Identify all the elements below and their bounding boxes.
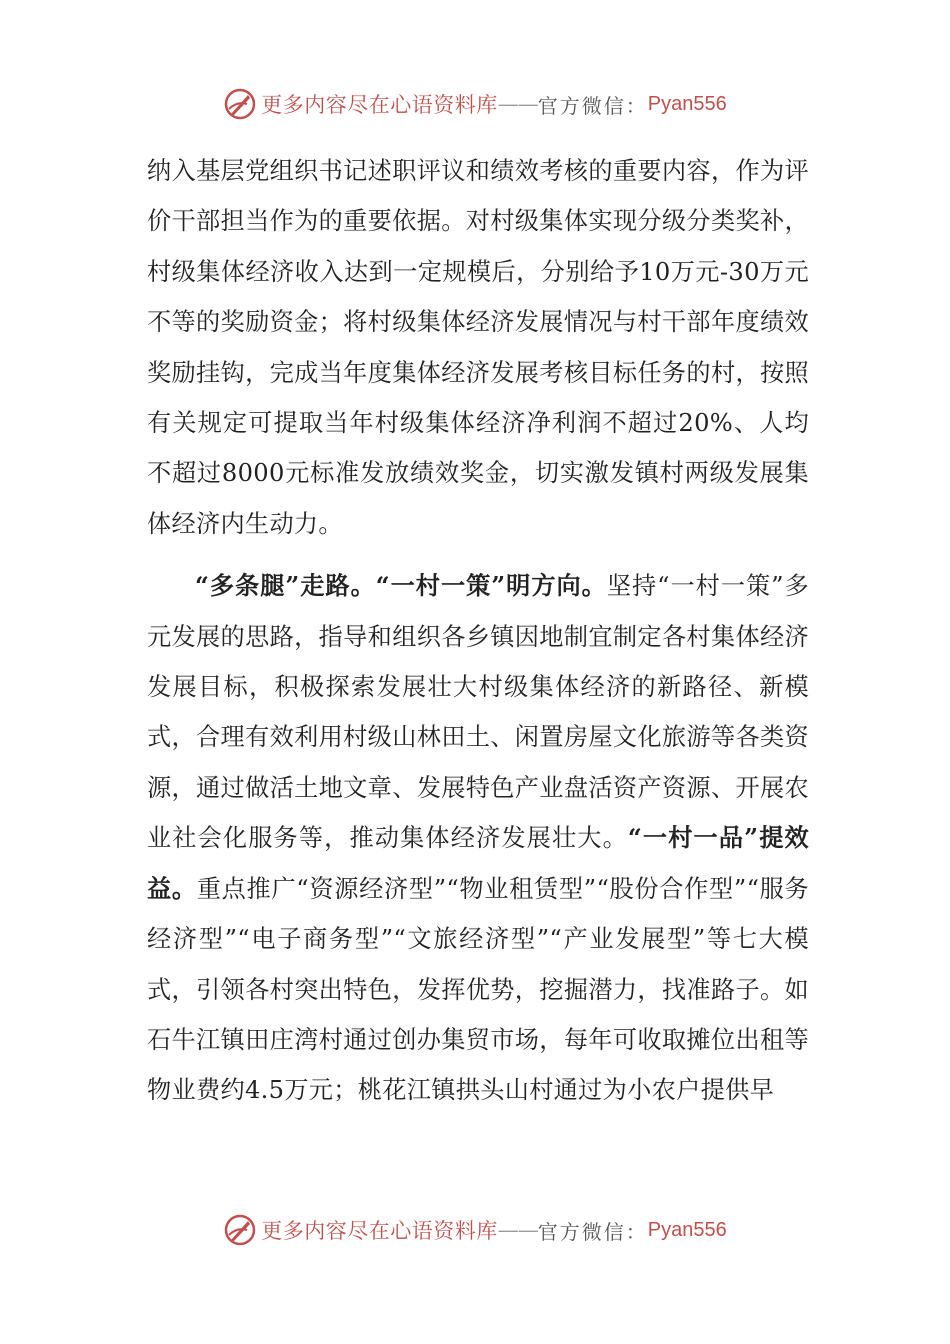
- footer-main-text: 更多内容尽在心语资料库: [261, 1219, 498, 1243]
- banner-main-text: 更多内容尽在心语资料库: [261, 93, 498, 117]
- quill-logo-icon: [223, 1213, 257, 1247]
- document-body: [147, 146, 809, 1116]
- footer-wechat-label: 官方微信：: [537, 1219, 648, 1244]
- paragraph-2: [147, 561, 809, 1115]
- paragraph-1-text: 纳入基层党组织书记述职评议和绩效考核的重要内容，作为评价干部担当作为的重要依据。对村级集体实现分级分类奖补，村级集体经济收入达到一定规模后，分别给予10万元-30万元不等的奖励资金；将村级集体经济发展情况与村干部年度绩效奖励挂钩，完成当年度集体经济发展考核目标任务的村，按照有关规定可提取当年村级集体经济净利润不超过20%、人均不超过8000元标准发放绩效奖金，切实激发镇村两级发展集体经济内生动力。: [147, 157, 809, 538]
- paragraph-1: [147, 146, 809, 549]
- footer-separator: ——: [497, 1218, 538, 1242]
- paragraph-2-text-2: 重点推广“资源经济型”“物业租赁型”“股份合作型”“服务经济型”“电子商务型”“文旅经济型”“产业发展型”等七大模式，引领各村突出特色，发挥优势，挖掘潜力，找准路子。如石牛江镇田庄湾村通过创办集贸市场，每年可收取摊位出租等物业费约4.5万元；桃花江镇拱头山村通过为小农户提供早: [147, 874, 809, 1105]
- section-heading-2: “一村一品”提效益。: [147, 823, 809, 903]
- banner-wechat-label: 官方微信：: [537, 93, 648, 118]
- banner-wechat-id: Pyan556: [647, 92, 727, 115]
- banner-separator: ——: [497, 92, 538, 116]
- footer-wechat-id: Pyan556: [647, 1218, 727, 1241]
- section-heading-1: “多条腿”走路。“一村一策”明方向。: [195, 571, 607, 601]
- header-banner: [0, 84, 950, 124]
- footer-banner: [0, 1210, 950, 1250]
- quill-logo-icon: [223, 87, 257, 121]
- paragraph-2-text-1: 坚持“一村一策”多元发展的思路，指导和组织各乡镇因地制宜制定各村集体经济发展目标，积极探索发展壮大村级集体经济的新路径、新模式，合理有效利用村级山林田土、闲置房屋文化旅游等各类资源，通过做活土地文章、发展特色产业盘活资产资源、开展农业社会化服务等，推动集体经济发展壮大。: [147, 572, 809, 853]
